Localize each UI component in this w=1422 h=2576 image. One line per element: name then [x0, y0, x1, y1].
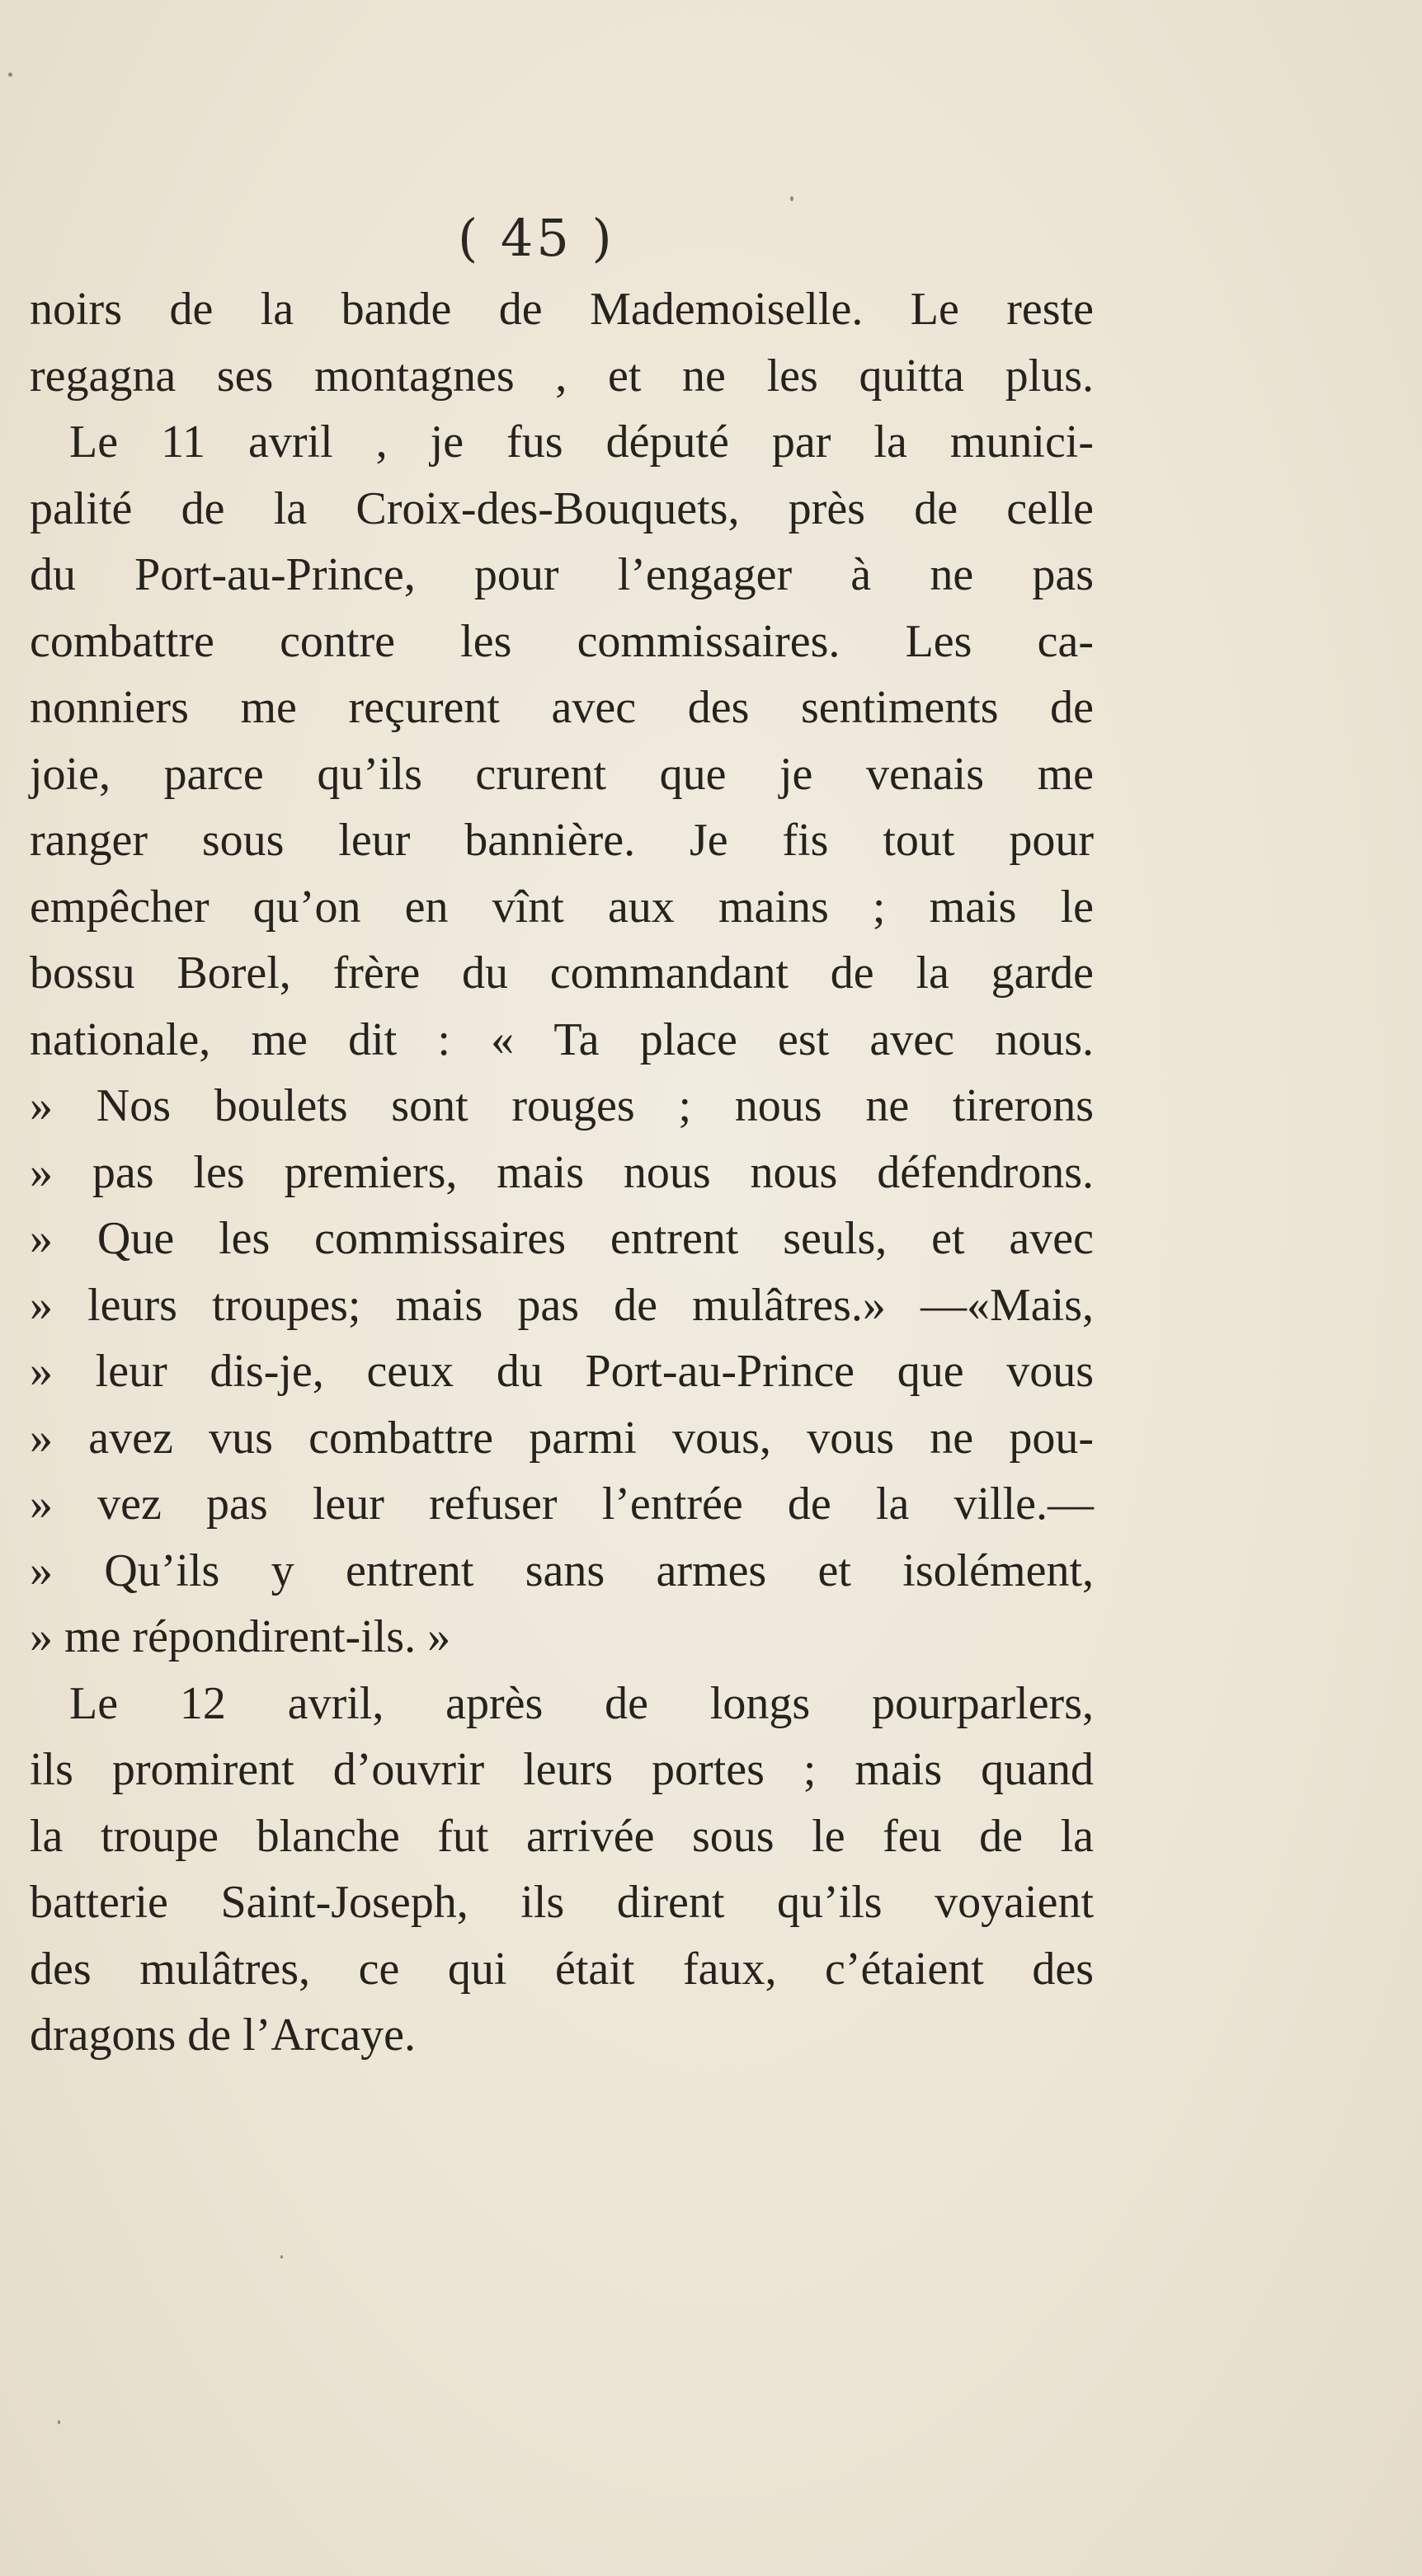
text-line: joie, parce qu’ils crurent que je venais me	[30, 748, 1094, 800]
text-line: » avez vus combattre parmi vous, vous ne pou-	[30, 1412, 1094, 1464]
text-line: bossu Borel, frère du commandant de la garde	[30, 947, 1094, 999]
text-line: » Nos boulets sont rouges ; nous ne tirerons	[30, 1080, 1094, 1131]
text-line: dragons de l’Arcaye.	[30, 2010, 417, 2061]
text-line: » leurs troupes; mais pas de mulâtres.» —«Mais,	[30, 1279, 1094, 1331]
text-line: noirs de la bande de Mademoiselle. Le reste	[30, 284, 1094, 335]
text-line: empêcher qu’on en vînt aux mains ; mais le	[30, 881, 1094, 933]
text-line: ils promirent d’ouvrir leurs portes ; mais quand	[30, 1744, 1094, 1795]
page-number: ( 45 )	[458, 208, 615, 268]
text-line: Le 12 avril, après de longs pourparlers,	[69, 1677, 1094, 1729]
paper-speck	[8, 73, 12, 77]
text-line: ranger sous leur bannière. Je fis tout pour	[30, 815, 1094, 866]
text-line: » Qu’ils y entrent sans armes et isolément,	[30, 1544, 1094, 1596]
text-line: » vez pas leur refuser l’entrée de la ville.—	[30, 1478, 1094, 1530]
text-line: » leur dis-je, ceux du Port-au-Prince que vous	[30, 1346, 1094, 1397]
text-line: » Que les commissaires entrent seuls, et avec	[30, 1213, 1094, 1264]
paper-speck	[790, 196, 793, 201]
paper-speck	[58, 2420, 60, 2424]
paper-speck	[280, 2255, 283, 2259]
text-line: » me répondirent-ils. »	[30, 1611, 451, 1662]
text-line: la troupe blanche fut arrivée sous le feu de la	[30, 1810, 1094, 1862]
text-line: du Port-au-Prince, pour l’engager à ne pas	[30, 549, 1094, 600]
text-line: combattre contre les commissaires. Les ca-	[30, 615, 1094, 667]
text-line: nonniers me reçurent avec des sentiments de	[30, 682, 1094, 733]
text-line: Le 11 avril , je fus député par la munici-	[69, 416, 1094, 468]
text-line: » pas les premiers, mais nous nous défendrons.	[30, 1146, 1094, 1198]
body-text	[30, 276, 1094, 2069]
text-line: batterie Saint-Joseph, ils dirent qu’ils voyaient	[30, 1877, 1094, 1928]
text-line: des mulâtres, ce qui était faux, c’étaient des	[30, 1943, 1094, 1995]
text-line: regagna ses montagnes , et ne les quitta plus.	[30, 350, 1094, 402]
text-line: palité de la Croix-des-Bouquets, près de celle	[30, 482, 1094, 534]
text-line: nationale, me dit : « Ta place est avec nous.	[30, 1013, 1094, 1065]
